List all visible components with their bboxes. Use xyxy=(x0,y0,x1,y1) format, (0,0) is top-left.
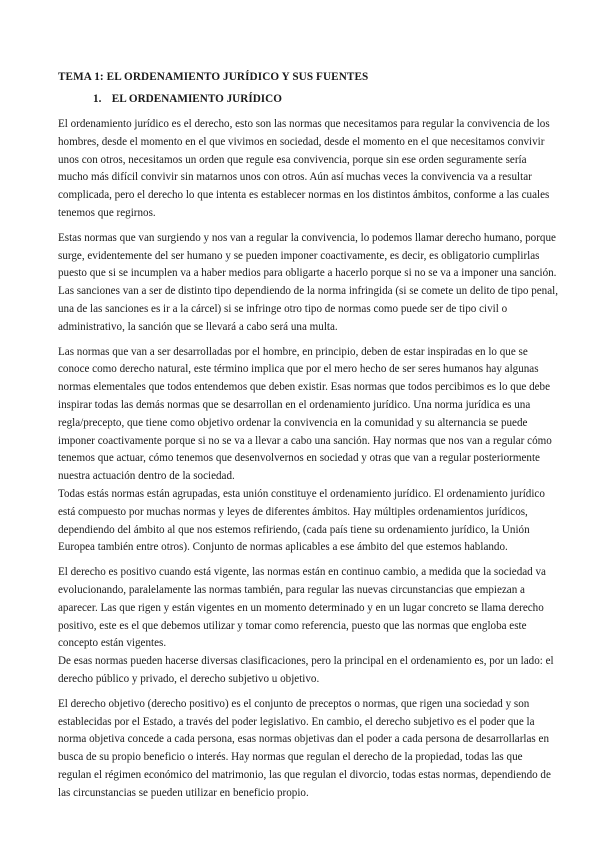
paragraph-3: Las normas que van a ser desarrolladas por el hombre, en principio, deben de estar inspiradas en lo que se conoce como derecho natural, este término implica que por el mero hecho de ser seres humanos hay algunas normas elementales que todos entendemos que deben existir. Esas normas que todos percibimos es lo que debe inspirar todas las demás normas que se desarrollan en el ordenamiento jurídico. Una norma jurídica es una regla/precepto, que tiene como objetivo ordenar la convivencia en la comunidad y su alternancia se puede imponer coactivamente porque si no se va a llevar a cabo una sanción. Hay normas que nos van a regular cómo tenemos que actuar, cómo tenemos que desenvolvernos en sociedad y otras que van a regular posteriormente nuestra actuación dentro de la sociedad. xyxy=(58,345,552,483)
section-number: 1. xyxy=(93,93,102,105)
paragraph-1: El ordenamiento jurídico es el derecho, esto son las normas que necesitamos para regular la convivencia de los hombres, desde el momento en el que vivimos en sociedad, desde el momento en el que necesitamos convivir unos con otros, necesitamos un orden que regule esa convivencia, porque sin ese orden seguramente sería mucho más difícil convivir sin matarnos unos con otros. Aún así muchas veces la convivencia va a resultar complicada, pero el derecho lo que intenta es establecer normas en los distintos ámbitos, conforme a las cuales tenemos que regirnos. xyxy=(58,118,550,219)
section-heading xyxy=(93,92,558,106)
document-title: TEMA 1: EL ORDENAMIENTO JURÍDICO Y SUS FUENTES xyxy=(58,71,369,83)
paragraph-2: Estas normas que van surgiendo y nos van a regular la convivencia, lo podemos llamar derecho humano, porque surge, evidentemente del ser humano y se pueden imponer coactivamente, es decir, es obligatorio cumplirlas puesto que si se incumplen va a haber medios para obligarte a hacerlo porque si no se va a imponer una sanción. Las sanciones van a ser de distinto tipo dependiendo de la norma infringida (si se comete un delito de tipo penal, una de las sanciones es ir a la cárcel) si se infringe otro tipo de normas como puede ser de tipo civil o administrativo, la sanción que se llevará a cabo será una multa. xyxy=(58,231,559,333)
section-title: EL ORDENAMIENTO JURÍDICO xyxy=(111,93,282,105)
paragraph-5: El derecho es positivo cuando está vigente, las normas están en continuo cambio, a medida que la sociedad va evolucionando, paralelamente las normas también, para regular las nuevas circunstancias que empiezan a aparecer. Las que rigen y están vigentes en un momento determinado y en un lugar concreto se llama derecho positivo, este es el que debemos utilizar y tomar como referencia, puesto que las normas que engloba este concepto están vigentes. xyxy=(58,566,546,650)
document-body xyxy=(58,116,558,802)
document-page xyxy=(58,70,558,802)
paragraph-7: El derecho objetivo (derecho positivo) es el conjunto de preceptos o normas, que rigen una sociedad y son establecidas por el Estado, a través del poder legislativo. En cambio, el derecho subjetivo es el poder que la norma objetiva concede a cada persona, esas normas objetivas dan el poder a cada persona de desarrollarlas en busca de su propio beneficio o interés. Hay normas que regulan el derecho de la propiedad, todas las que regulan el régimen económico del matrimonio, las que regulan el divorcio, todas estas normas, dependiendo de las circunstancias se pueden utilizar en beneficio propio. xyxy=(58,697,551,799)
paragraph-4: Todas estás normas están agrupadas, esta unión constituye el ordenamiento jurídico. El ordenamiento jurídico está compuesto por muchas normas y leyes de diferentes ámbitos. Hay múltiples ordenamientos jurídicos, dependiendo del ámbito al que nos estemos refiriendo, (cada país tiene su ordenamiento jurídico, la Unión Europea también entre otros). Conjunto de normas aplicables a ese ámbito del que estemos hablando. xyxy=(58,487,545,554)
paragraph-6: De esas normas pueden hacerse diversas clasificaciones, pero la principal en el ordenamiento es, por un lado: el derecho público y privado, el derecho subjetivo u objetivo. xyxy=(58,655,554,685)
